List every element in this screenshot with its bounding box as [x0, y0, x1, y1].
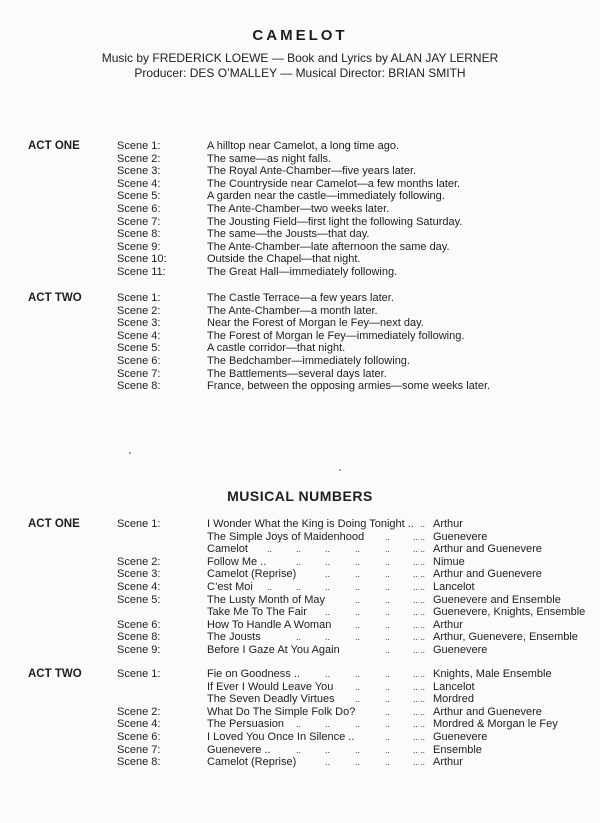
scene-number: Scene 8:	[117, 631, 161, 644]
scene-number: Scene 7:	[117, 367, 161, 380]
musical-number-row	[0, 718, 600, 731]
leader-dots: ..	[413, 694, 419, 705]
act-label: ACT ONE	[28, 140, 80, 152]
musical-number-row	[0, 644, 600, 657]
scene-number: Scene 10:	[117, 253, 167, 266]
leader-dots: ..	[325, 719, 331, 730]
scene-number: Scene 3:	[117, 568, 161, 581]
leader-dots: ..	[385, 569, 391, 580]
scene-number: Scene 8:	[117, 380, 161, 393]
song-title: The Jousts	[207, 631, 261, 644]
scene-number: Scene 2:	[117, 705, 161, 718]
leader-dots: ..	[385, 757, 391, 768]
leader-dots: ..	[296, 744, 302, 755]
leader-dots: ..	[413, 569, 419, 580]
scene-description: Outside the Chapel—that night.	[207, 253, 361, 266]
scene-number: Scene 2:	[117, 304, 161, 317]
song-title: I Wonder What the King is Doing Tonight ..	[207, 518, 414, 530]
musical-number-row	[0, 668, 600, 681]
scene-number: Scene 3:	[117, 317, 161, 330]
performer: Nimue	[433, 555, 465, 568]
leader-dots: ..	[355, 594, 361, 605]
performer: Lancelot	[433, 680, 475, 693]
leader-dots: ..	[355, 569, 361, 580]
leader-dots: ..	[413, 582, 419, 592]
scene-description: The same—the Jousts—that day.	[207, 228, 370, 241]
performer: Knights, Male Ensemble	[433, 668, 552, 680]
scene-number: Scene 5:	[117, 190, 161, 203]
song-title: I Loved You Once In Silence ..	[207, 731, 355, 743]
song-title: Fie on Goodness ..	[207, 668, 300, 680]
leader-dots: ..	[420, 681, 426, 692]
leader-dots: ..	[413, 719, 419, 730]
leader-dots: ..	[325, 544, 331, 555]
leader-dots: ..	[420, 544, 426, 555]
scene-number: Scene 4:	[117, 177, 161, 190]
musical-number-row	[0, 681, 600, 694]
leader-dots: ..	[420, 619, 426, 630]
scene-number: Scene 8:	[117, 228, 161, 241]
song-title: Before I Gaze At You Again	[207, 644, 340, 656]
leader-dots: ..	[325, 569, 331, 580]
scene-row	[0, 305, 600, 318]
leader-dots: ..	[413, 706, 419, 717]
scene-number: Scene 1:	[117, 292, 161, 304]
song-title: What Do The Simple Folk Do?	[207, 705, 356, 718]
performer: Guenevere	[433, 530, 488, 543]
leader-dots: ..	[385, 719, 391, 730]
performer: Mordred	[433, 693, 474, 706]
leader-dots: ..	[420, 732, 426, 742]
performer: Arthur	[433, 518, 463, 530]
leader-dots: ..	[355, 719, 361, 730]
performer: Guenevere	[433, 731, 488, 743]
leader-dots: ..	[420, 757, 426, 768]
scene-row	[0, 153, 600, 166]
scene-row	[0, 253, 600, 266]
act-label: ACT ONE	[28, 518, 80, 530]
musical-number-row	[0, 594, 600, 607]
scene-number: Scene 4:	[117, 329, 161, 342]
song-title: C’est Moi	[207, 581, 253, 593]
song-title: The Persuasion	[207, 718, 285, 731]
leader-dots: ..	[385, 531, 391, 542]
performer: Arthur and Guenevere	[433, 568, 542, 581]
leader-dots: ..	[385, 744, 391, 755]
leader-dots: ..	[420, 719, 426, 730]
performer: Arthur and Guenevere	[433, 543, 542, 556]
leader-dots: ..	[385, 732, 391, 742]
scene-number: Scene 9:	[117, 240, 161, 253]
leader-dots: ..	[296, 719, 302, 730]
leader-dots: ..	[420, 706, 426, 717]
scene-row	[0, 368, 600, 381]
scene-description: Near the Forest of Morgan le Fey—next day.	[207, 317, 424, 330]
scene-description: The Countryside near Camelot—a few months later.	[207, 177, 461, 190]
leader-dots: ..	[355, 607, 361, 618]
scene-description: The Ante-Chamber—a month later.	[207, 304, 378, 317]
leader-dots: ..	[296, 582, 302, 592]
scene-description: The Castle Terrace—a few years later.	[207, 292, 394, 304]
leader-dots: ..	[420, 694, 426, 705]
scene-number: Scene 4:	[117, 718, 161, 731]
musical-number-row	[0, 756, 600, 769]
leader-dots: ..	[420, 556, 426, 567]
leader-dots: ..	[385, 632, 391, 643]
musical-number-row	[0, 581, 600, 594]
musical-numbers-heading: MUSICAL NUMBERS	[227, 488, 373, 504]
performer: Arthur, Guenevere, Ensemble	[433, 631, 578, 644]
song-title: The Simple Joys of Maidenhood	[207, 530, 365, 543]
song-title: The Lusty Month of May	[207, 593, 325, 606]
scene-description: A castle corridor—that night.	[207, 342, 346, 355]
leader-dots: ..	[325, 744, 331, 755]
scene-row	[0, 190, 600, 203]
song-title: The Seven Deadly Virtues	[207, 693, 335, 706]
scene-description: The Jousting Field—first light the following Saturday.	[207, 215, 463, 228]
performer: Arthur	[433, 756, 463, 769]
page-title: CAMELOT	[252, 27, 348, 44]
leader-dots: ..	[296, 632, 302, 643]
scene-row	[0, 317, 600, 330]
credit-line-music: Music by FREDERICK LOEWE — Book and Lyrics by ALAN JAY LERNER	[101, 51, 499, 65]
scene-number: Scene 7:	[117, 215, 161, 228]
leader-dots: ..	[420, 519, 426, 529]
leader-dots: ..	[355, 544, 361, 555]
scene-description: The Battlements—several days later.	[207, 367, 387, 380]
credit-line-producer: Producer: DES O’MALLEY — Musical Director: BRIAN SMITH	[134, 66, 466, 80]
leader-dots: ..	[420, 582, 426, 592]
scene-number: Scene 2:	[117, 555, 161, 568]
song-title: If Ever I Would Leave You	[207, 680, 334, 693]
leader-dots: ..	[385, 544, 391, 555]
scene-row	[0, 165, 600, 178]
leader-dots: ..	[413, 681, 419, 692]
leader-dots: ..	[420, 744, 426, 755]
leader-dots: ..	[355, 669, 361, 679]
act-label: ACT TWO	[28, 668, 82, 680]
leader-dots: ..	[385, 645, 391, 655]
scene-description: A garden near the castle—immediately following.	[207, 190, 445, 203]
leader-dots: ..	[355, 582, 361, 592]
scene-number: Scene 2:	[117, 152, 161, 165]
scene-description: The same—as night falls.	[207, 152, 332, 165]
scene-number: Scene 5:	[117, 342, 161, 355]
scene-number: Scene 5:	[117, 593, 161, 606]
paper-speck	[339, 469, 341, 471]
musical-number-row	[0, 531, 600, 544]
scene-row	[0, 355, 600, 368]
scene-number: Scene 8:	[117, 756, 161, 769]
scene-row	[0, 203, 600, 216]
scene-number: Scene 1:	[117, 140, 161, 152]
paper-speck	[129, 452, 131, 454]
musical-number-row	[0, 631, 600, 644]
leader-dots: ..	[355, 681, 361, 692]
scene-description: A hilltop near Camelot, a long time ago.	[207, 140, 400, 152]
leader-dots: ..	[325, 607, 331, 618]
scene-row	[0, 292, 600, 305]
scene-row	[0, 380, 600, 393]
leader-dots: ..	[385, 594, 391, 605]
leader-dots: ..	[325, 757, 331, 768]
song-title: Camelot (Reprise)	[207, 568, 297, 581]
scene-number: Scene 9:	[117, 644, 161, 656]
scene-row	[0, 140, 600, 153]
leader-dots: ..	[385, 556, 391, 567]
song-title: Camelot (Reprise)	[207, 756, 297, 769]
scene-number: Scene 6:	[117, 731, 161, 743]
scene-description: The Great Hall—immediately following.	[207, 266, 398, 278]
leader-dots: ..	[296, 556, 302, 567]
leader-dots: ..	[413, 645, 419, 655]
scene-description: The Ante-Chamber—late afternoon the same day.	[207, 240, 450, 253]
leader-dots: ..	[420, 607, 426, 618]
scene-number: Scene 4:	[117, 581, 161, 593]
scene-row	[0, 241, 600, 254]
song-title: How To Handle A Woman	[207, 618, 332, 631]
leader-dots: ..	[325, 669, 331, 679]
leader-dots: ..	[420, 531, 426, 542]
song-title: Take Me To The Fair	[207, 606, 307, 619]
scene-number: Scene 6:	[117, 203, 161, 215]
leader-dots: ..	[355, 556, 361, 567]
musical-number-row	[0, 744, 600, 757]
scene-row	[0, 342, 600, 355]
leader-dots: ..	[420, 594, 426, 605]
leader-dots: ..	[385, 619, 391, 630]
scene-row	[0, 216, 600, 229]
scene-row	[0, 266, 600, 279]
musical-number-row	[0, 518, 600, 531]
act-label: ACT TWO	[28, 292, 82, 304]
leader-dots: ..	[413, 744, 419, 755]
leader-dots: ..	[420, 632, 426, 643]
leader-dots: ..	[385, 582, 391, 592]
leader-dots: ..	[413, 632, 419, 643]
musical-number-row	[0, 568, 600, 581]
song-title: Camelot	[207, 543, 248, 556]
leader-dots: ..	[325, 556, 331, 567]
leader-dots: ..	[413, 607, 419, 618]
leader-dots: ..	[385, 669, 391, 679]
performer: Lancelot	[433, 581, 475, 593]
scene-row	[0, 228, 600, 241]
scene-description: The Ante-Chamber—two weeks later.	[207, 203, 390, 215]
leader-dots: ..	[355, 694, 361, 705]
scene-row	[0, 330, 600, 343]
performer: Guenevere	[433, 644, 488, 656]
scene-number: Scene 3:	[117, 165, 161, 178]
performer: Ensemble	[433, 743, 482, 756]
performer: Guenevere, Knights, Ensemble	[433, 606, 586, 619]
leader-dots: ..	[267, 582, 273, 592]
musical-number-row	[0, 706, 600, 719]
scene-number: Scene 7:	[117, 743, 161, 756]
leader-dots: ..	[325, 582, 331, 592]
musical-number-row	[0, 543, 600, 556]
leader-dots: ..	[296, 544, 302, 555]
leader-dots: ..	[385, 706, 391, 717]
scene-description: The Forest of Morgan le Fey—immediately following.	[207, 329, 465, 342]
leader-dots: ..	[355, 632, 361, 643]
leader-dots: ..	[420, 669, 426, 679]
song-title: Follow Me ..	[207, 555, 267, 568]
leader-dots: ..	[325, 632, 331, 643]
scene-description: France, between the opposing armies—some weeks later.	[207, 380, 491, 393]
musical-number-row	[0, 731, 600, 744]
leader-dots: ..	[413, 757, 419, 768]
scene-description: The Royal Ante-Chamber—five years later.	[207, 165, 417, 178]
leader-dots: ..	[413, 531, 419, 542]
leader-dots: ..	[413, 669, 419, 679]
performer: Arthur	[433, 618, 463, 631]
scene-row	[0, 178, 600, 191]
leader-dots: ..	[385, 607, 391, 618]
scene-number: Scene 11:	[117, 266, 166, 278]
scene-number: Scene 6:	[117, 355, 161, 367]
scene-number: Scene 1:	[117, 518, 161, 530]
leader-dots: ..	[413, 594, 419, 605]
musical-number-row	[0, 619, 600, 632]
scene-number: Scene 6:	[117, 618, 161, 631]
leader-dots: ..	[385, 681, 391, 692]
leader-dots: ..	[355, 757, 361, 768]
leader-dots: ..	[420, 645, 426, 655]
scene-number: Scene 1:	[117, 668, 161, 680]
musical-number-row	[0, 606, 600, 619]
leader-dots: ..	[413, 556, 419, 567]
leader-dots: ..	[413, 619, 419, 630]
scene-description: The Bedchamber—immediately following.	[207, 355, 410, 367]
leader-dots: ..	[413, 732, 419, 742]
leader-dots: ..	[267, 544, 273, 555]
leader-dots: ..	[413, 544, 419, 555]
performer: Arthur and Guenevere	[433, 705, 542, 718]
leader-dots: ..	[355, 619, 361, 630]
leader-dots: ..	[385, 694, 391, 705]
leader-dots: ..	[420, 569, 426, 580]
leader-dots: ..	[355, 744, 361, 755]
song-title: Guenevere ..	[207, 743, 271, 756]
musical-number-row	[0, 693, 600, 706]
performer: Mordred & Morgan le Fey	[433, 718, 558, 731]
performer: Guenevere and Ensemble	[433, 593, 561, 606]
musical-number-row	[0, 556, 600, 569]
